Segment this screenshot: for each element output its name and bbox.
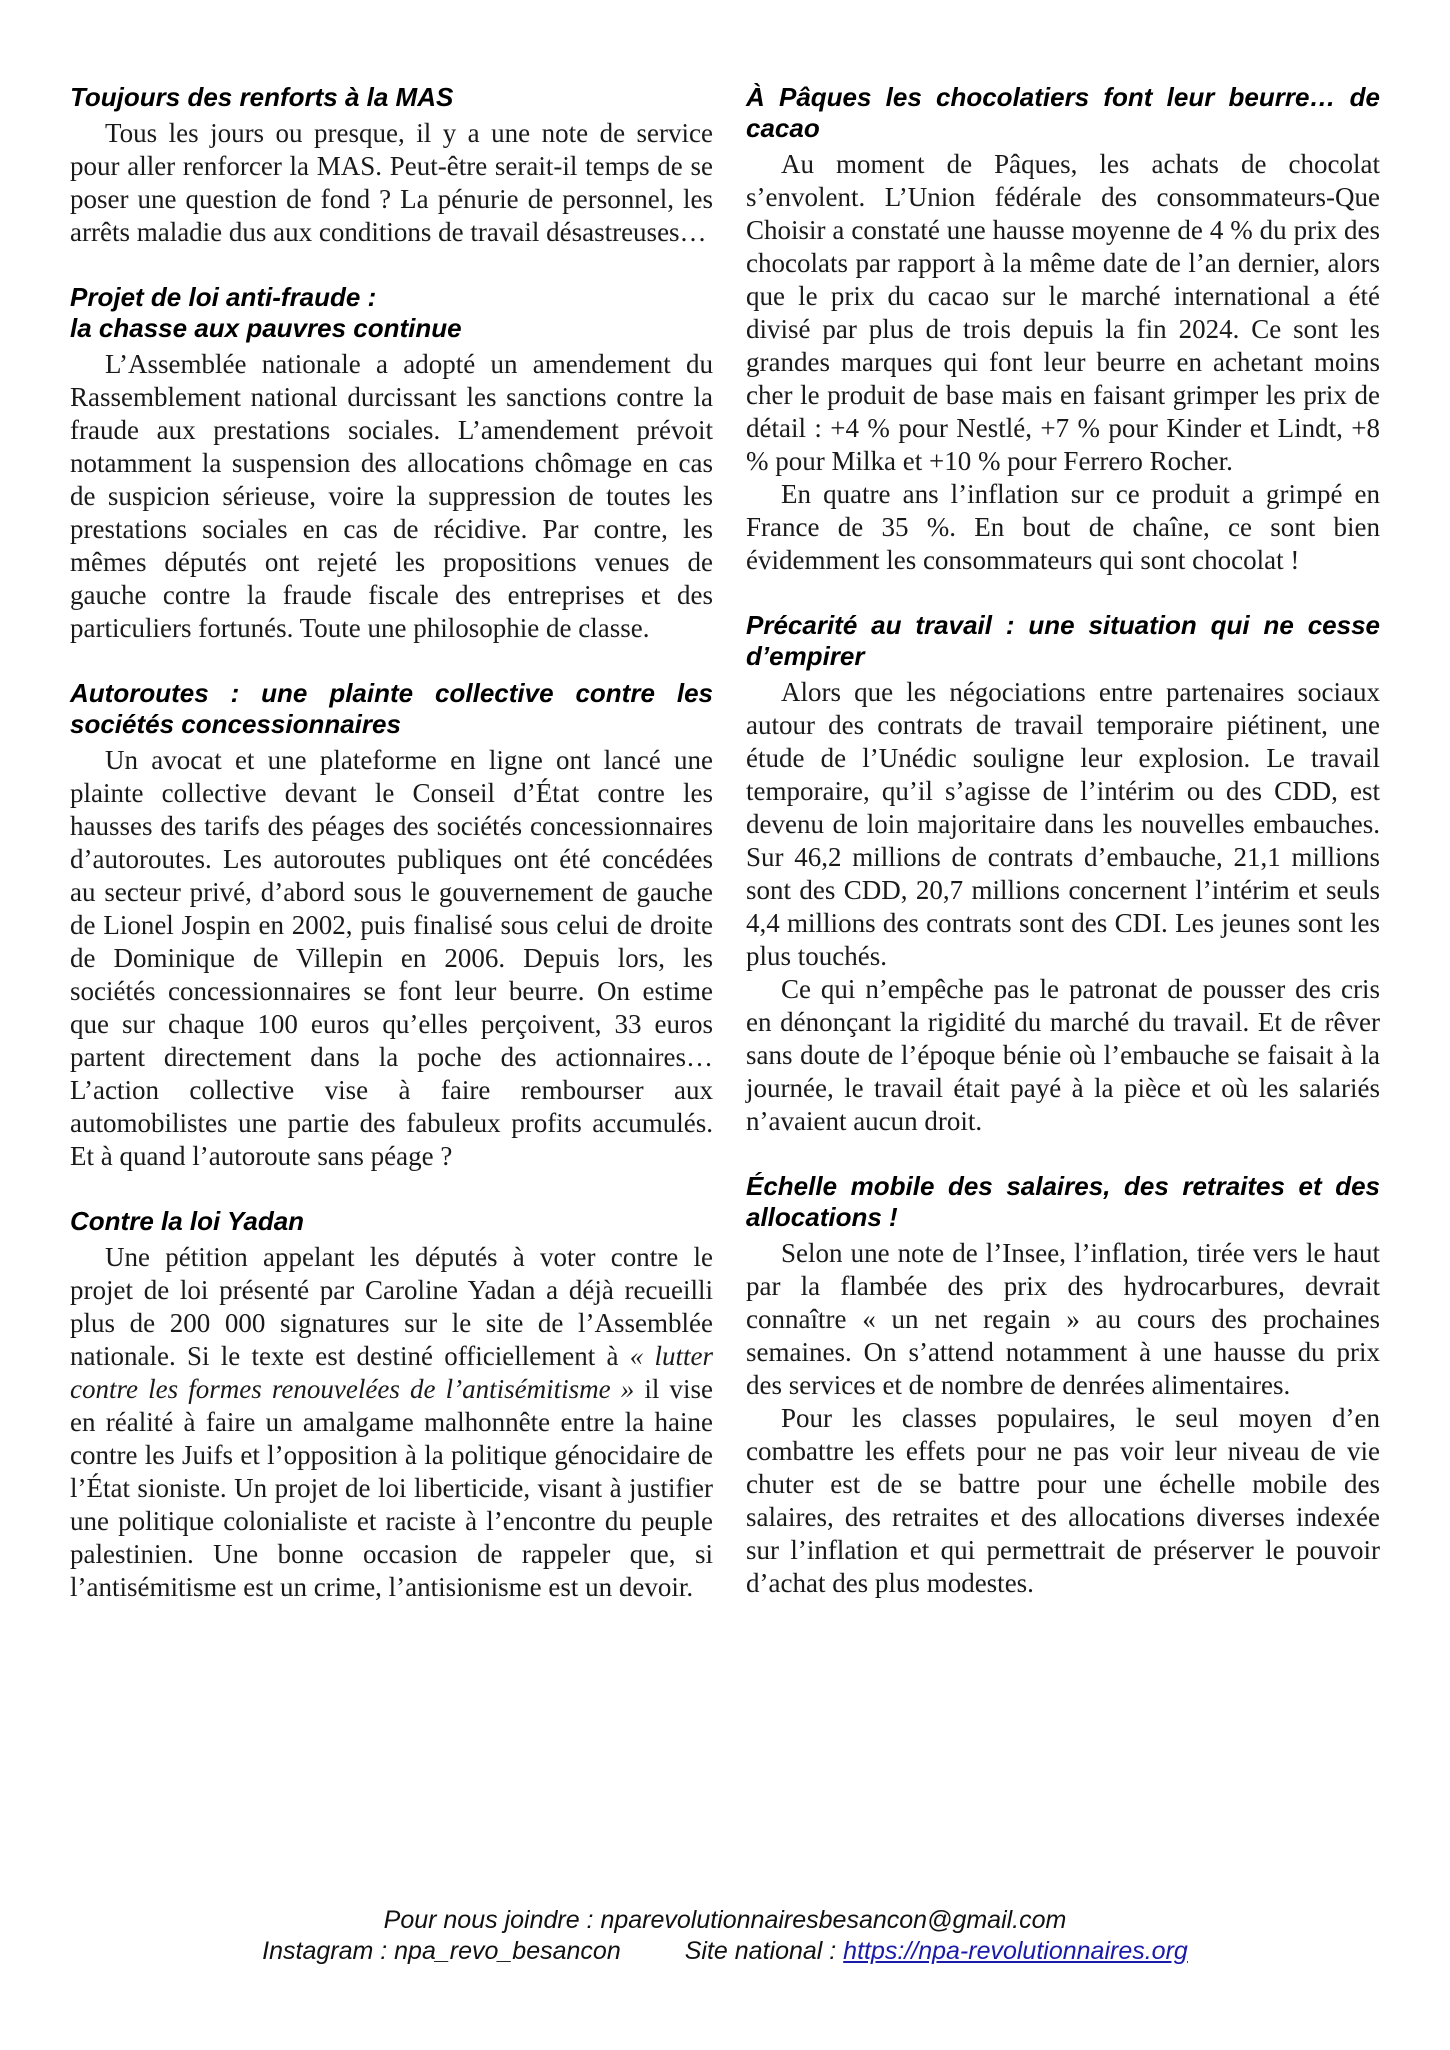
footer-contact: Pour nous joindre : nparevolutionnairesbesancon@gmail.com bbox=[383, 1906, 1067, 1934]
article-autoroutes bbox=[70, 678, 713, 1173]
article-paragraph: Alors que les négociations entre partenaires sociaux autour des contrats de travail temporaire piétinent, une étude de l’Unédic souligne leur explosion. Le travail temporaire, qu’il s’agisse de l’intérim ou des CDD, est devenu de loin majoritaire dans les nouvelles embauches. Sur 46,2 millions de contrats d’embauche, 21,1 millions sont des CDD, 20,7 millions concernent l’intérim et seuls 4,4 millions des contrats sont des CDI. Les jeunes sont les plus touchés. bbox=[746, 677, 1380, 971]
article-paragraph: Un avocat et une plateforme en ligne ont lancé une plainte collective devant le Conseil d’État contre les hausses des tarifs des péages des sociétés concessionnaires d’autoroutes. Les autoroutes publiques ont été concédées au secteur privé, d’abord sous le gouvernement de gauche de Lionel Jospin en 2002, puis finalisé sous celui de droite de Dominique de Villepin en 2006. Depuis lors, les sociétés concessionnaires se font leur beurre. On estime que sur chaque 100 euros qu’elles perçoivent, 33 euros partent directement dans la poche des actionnaires… L’action collective vise à faire rembourser aux automobilistes une partie des fabuleux profits accumulés. Et à quand l’autoroute sans péage ? bbox=[70, 745, 713, 1171]
article-title: À Pâques les chocolatiers font leur beurre… de cacao bbox=[746, 82, 1380, 143]
article-paques-chocolat bbox=[746, 82, 1380, 577]
article-title-line2: la chasse aux pauvres continue bbox=[70, 313, 462, 343]
article-precarite-travail bbox=[746, 610, 1380, 1138]
national-site-link[interactable]: https://npa-revolutionnaires.org bbox=[843, 1937, 1188, 1965]
footer-instagram: Instagram : npa_revo_besancon bbox=[262, 1937, 621, 1965]
paragraph-text: il vise en réalité à faire un amalgame malhonnête entre la haine contre les Juifs et l’opposition à la politique génocidaire de l’État sioniste. Un projet de loi liberticide, visant à justifier une politique colonialiste et raciste à l’encontre du peuple palestinien. Une bonne occasion de rappeler que, si l’antisémitisme est un crime, l’antisionisme est un devoir. bbox=[70, 1374, 713, 1602]
article-title: Précarité au travail : une situation qui ne cesse d’empirer bbox=[746, 610, 1380, 671]
article-echelle-mobile bbox=[746, 1171, 1380, 1600]
article-paragraph: Ce qui n’empêche pas le patronat de pousser des cris en dénonçant la rigidité du marché du travail. Et de rêver sans doute de l’époque bénie où l’embauche se faisait à la journée, le travail était payé à la pièce et où les salariés n’avaient aucun droit. bbox=[746, 974, 1380, 1136]
footer-links-row bbox=[0, 1936, 1450, 1967]
article-paragraph: Tous les jours ou presque, il y a une note de service pour aller renforcer la MAS. Peut-être serait-il temps de se poser une question de fond ? La pénurie de personnel, les arrêts maladie dus aux conditions de travail désastreuses… bbox=[70, 118, 713, 247]
article-paragraph: En quatre ans l’inflation sur ce produit a grimpé en France de 35 %. En bout de chaîne, ce sont bien évidemment les consommateurs qui sont chocolat ! bbox=[746, 479, 1380, 575]
paragraph-text: Une pétition appelant les députés à voter contre le projet de loi présenté par Caroline Yadan a déjà recueilli plus de 200 000 signatures sur le site de l’Assemblée nationale. Si le texte est destiné officiellement à bbox=[70, 1242, 713, 1371]
article-title bbox=[70, 282, 713, 344]
article-renforts-mas bbox=[70, 82, 713, 249]
article-paragraph: Selon une note de l’Insee, l’inflation, tirée vers le haut par la flambée des prix des hydrocarbures, devrait connaître « un net regain » au cours des prochaines semaines. On s’attend notamment à une hausse du prix des services et de nombre de denrées alimentaires. bbox=[746, 1238, 1380, 1400]
article-paragraph: L’Assemblée nationale a adopté un amendement du Rassemblement national durcissant les sanctions contre la fraude aux prestations sociales. L’amendement prévoit notamment la suspension des allocations chômage en cas de suspicion sérieuse, voire la suppression de toutes les prestations sociales en cas de récidive. Par contre, les mêmes députés ont rejeté les propositions venues de gauche contre la fraude fiscale des entreprises et des particuliers fortunés. Toute une philosophie de classe. bbox=[70, 349, 713, 643]
article-title: Toujours des renforts à la MAS bbox=[70, 82, 454, 112]
article-paragraph: Pour les classes populaires, le seul moyen d’en combattre les effets pour ne pas voir leur niveau de vie chuter est de se battre pour une échelle mobile des salaires, des retraites et des allocations diverses indexée sur l’inflation et qui permettrait de préserver le pouvoir d’achat des plus modestes. bbox=[746, 1403, 1380, 1598]
article-title: Autoroutes : une plainte collective contre les sociétés concessionnaires bbox=[70, 678, 713, 739]
italic-quote: « lutter contre les formes renouvelées de l’antisémitisme » bbox=[70, 1341, 713, 1404]
right-column bbox=[746, 82, 1380, 1633]
article-loi-yadan bbox=[70, 1206, 713, 1604]
footer bbox=[0, 1905, 1450, 1967]
left-column bbox=[70, 82, 713, 1637]
article-paragraph bbox=[70, 1241, 713, 1604]
footer-site-label: Site national : bbox=[684, 1937, 844, 1965]
article-title: Échelle mobile des salaires, des retraites et des allocations ! bbox=[746, 1171, 1380, 1232]
footer-site bbox=[685, 1936, 1188, 1967]
article-paragraph: Au moment de Pâques, les achats de chocolat s’envolent. L’Union fédérale des consommateurs-Que Choisir a constaté une hausse moyenne de 4 % du prix des chocolats par rapport à la même date de l’an dernier, alors que le prix du cacao sur le marché international a été divisé par plus de trois depuis la fin 2024. Ce sont les grandes marques qui font leur beurre en achetant moins cher le produit de base mais en faisant grimper les prix de détail : +4 % pour Nestlé, +7 % pour Kinder et Lindt, +8 % pour Milka et +10 % pour Ferrero Rocher. bbox=[746, 149, 1380, 476]
article-title: Contre la loi Yadan bbox=[70, 1206, 305, 1236]
article-loi-anti-fraude bbox=[70, 282, 713, 645]
article-title-line1: Projet de loi anti-fraude : bbox=[70, 282, 377, 312]
